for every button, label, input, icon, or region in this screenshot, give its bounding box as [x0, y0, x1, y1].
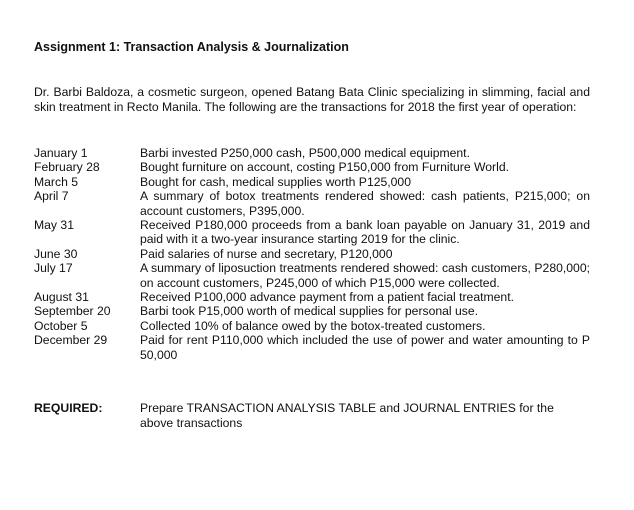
- transaction-date: May 31: [34, 218, 74, 233]
- transaction-date: March 5: [34, 174, 79, 189]
- transaction-row: [34, 261, 590, 290]
- transaction-date: February 28: [34, 160, 100, 175]
- transaction-row: [34, 290, 590, 304]
- transactions-list: [34, 146, 590, 362]
- transaction-date: April 7: [34, 189, 69, 204]
- transaction-row: [34, 319, 590, 333]
- transaction-date: December 29: [34, 333, 108, 348]
- transaction-row: [34, 218, 590, 247]
- required-instruction: Prepare TRANSACTION ANALYSIS TABLE and JOURNAL ENTRIES for the above transactions: [140, 401, 554, 430]
- transaction-date: August 31: [34, 290, 89, 305]
- transaction-description: Paid salaries of nurse and secretary, P120,000: [140, 246, 393, 261]
- transaction-date: January 1: [34, 146, 88, 160]
- transaction-description: A summary of botox treatments rendered showed: cash patients, P215,000; on account customers, P395,000.: [140, 189, 590, 218]
- transaction-row: [34, 146, 590, 160]
- transaction-row: [34, 189, 590, 218]
- required-label: REQUIRED:: [34, 401, 103, 415]
- transaction-description: Bought for cash, medical supplies worth P125,000: [140, 174, 411, 189]
- transaction-description: Barbi invested P250,000 cash, P500,000 medical equipment.: [140, 146, 470, 160]
- transaction-description: Received P180,000 proceeds from a bank loan payable on January 31, 2019 and paid with it a two-year insurance starting 2019 for the clinic.: [140, 218, 590, 247]
- transaction-date: September 20: [34, 304, 111, 319]
- transaction-description: Barbi took P15,000 worth of medical supplies for personal use.: [140, 304, 479, 319]
- transaction-date: October 5: [34, 318, 88, 333]
- transaction-row: [34, 175, 590, 189]
- transaction-row: [34, 247, 590, 261]
- intro-paragraph: Dr. Barbi Baldoza, a cosmetic surgeon, opened Batang Bata Clinic specializing in slimming, facial and skin treatment in Recto Manila. The following are the transactions for 2018 the first year of operation:: [34, 85, 590, 114]
- transaction-row: [34, 160, 590, 174]
- transaction-description: A summary of liposuction treatments rendered showed: cash customers, P280,000; on account customers, P245,000 of which P15,000 were collected.: [140, 261, 590, 290]
- required-section: [34, 401, 590, 430]
- transaction-row: [34, 304, 590, 318]
- transaction-row: [34, 333, 590, 362]
- transaction-description: Received P100,000 advance payment from a patient facial treatment.: [140, 290, 514, 305]
- transaction-description: Paid for rent P110,000 which included the use of power and water amounting to P 50,000: [140, 333, 590, 362]
- transaction-description: Bought furniture on account, costing P150,000 from Furniture World.: [140, 160, 509, 175]
- assignment-title: Assignment 1: Transaction Analysis & Journalization: [34, 40, 349, 54]
- transaction-description: Collected 10% of balance owed by the botox-treated customers.: [140, 318, 486, 333]
- transaction-date: July 17: [34, 261, 73, 276]
- transaction-date: June 30: [34, 246, 78, 261]
